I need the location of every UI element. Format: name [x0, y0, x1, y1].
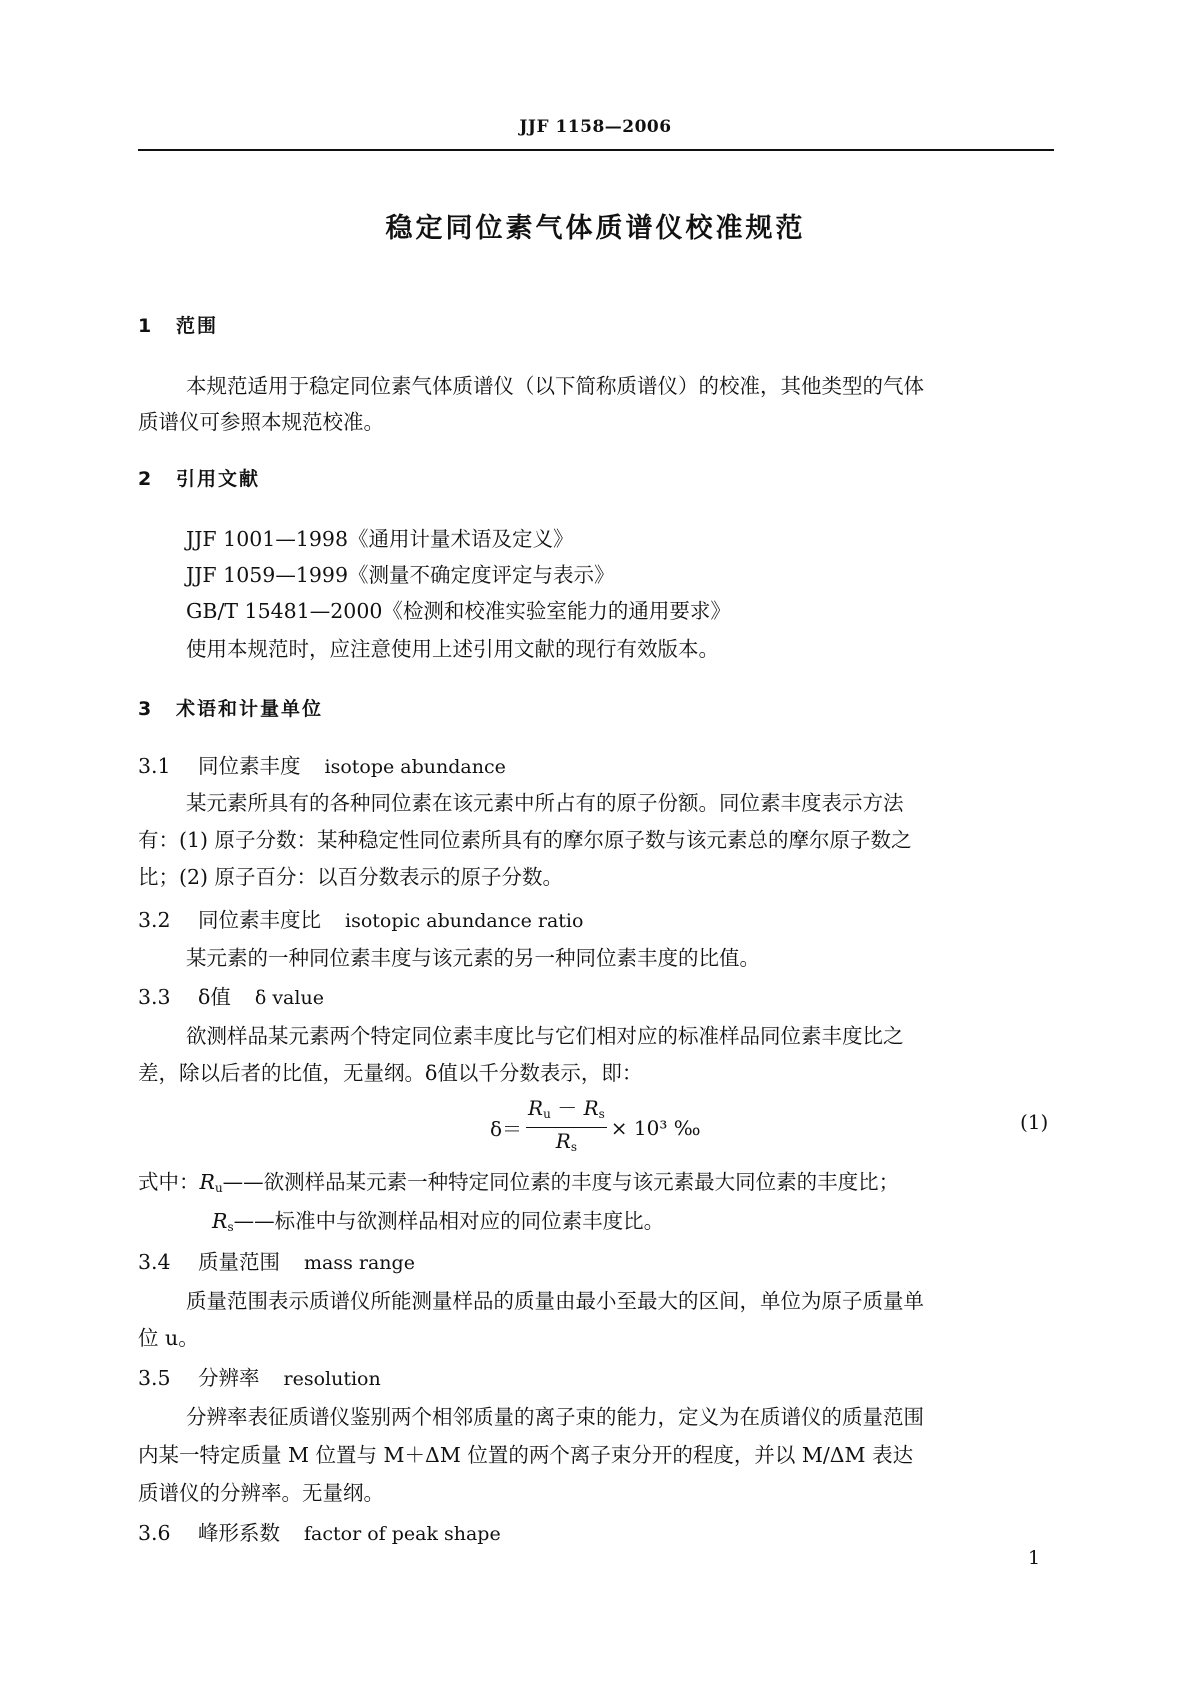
- subscript: u: [214, 1181, 223, 1195]
- var-r: R: [555, 1129, 571, 1153]
- paragraph-line: 质量范围表示质谱仪所能测量样品的质量由最小至最大的区间，单位为原子质量单: [186, 1289, 924, 1313]
- where-text: ——欲测样品某元素一种特定同位素的丰度与该元素最大同位素的丰度比；: [222, 1170, 900, 1194]
- term-en: mass range: [304, 1252, 415, 1274]
- term-zh: 分辨率: [198, 1366, 260, 1390]
- reference-item: GB/T 15481—2000《检测和校准实验室能力的通用要求》: [186, 599, 731, 623]
- term-zh: δ值: [198, 985, 231, 1009]
- term-en: δ value: [254, 987, 324, 1009]
- var-r: R: [199, 1170, 215, 1194]
- paragraph-line: 比；(2) 原子百分：以百分数表示的原子分数。: [138, 865, 564, 889]
- where-label: 式中：: [138, 1170, 200, 1194]
- paragraph-line: 质谱仪的分辨率。无量纲。: [138, 1481, 384, 1505]
- term-zh: 峰形系数: [198, 1521, 280, 1545]
- subscript: s: [598, 1107, 605, 1121]
- term-number: 3.1: [138, 754, 171, 778]
- equation-number: (1): [1020, 1110, 1049, 1134]
- term-number: 3.2: [138, 908, 171, 932]
- formula-tail: × 10³ ‰: [610, 1115, 701, 1140]
- term-en: isotopic abundance ratio: [345, 910, 584, 932]
- fraction-numerator: [526, 1095, 607, 1128]
- term-number: 3.3: [138, 985, 171, 1009]
- page-title: 稳定同位素气体质谱仪校准规范: [385, 213, 806, 244]
- where-line-ru: [138, 1165, 899, 1195]
- term-en: resolution: [283, 1368, 381, 1390]
- reference-note: 使用本规范时，应注意使用上述引用文献的现行有效版本。: [186, 637, 719, 661]
- term-zh: 质量范围: [198, 1250, 280, 1274]
- paragraph-line: 某元素的一种同位素丰度与该元素的另一种同位素丰度的比值。: [186, 946, 760, 970]
- formula-fraction: [526, 1095, 607, 1160]
- paragraph-line: 有：(1) 原子分数：某种稳定性同位素所具有的摩尔原子数与该元素总的摩尔原子数之: [138, 828, 912, 852]
- term-3-1-heading: [138, 749, 506, 779]
- paragraph-line: 分辨率表征质谱仪鉴别两个相邻质量的离子束的能力，定义为在质谱仪的质量范围: [186, 1405, 924, 1429]
- paragraph-line: 内某一特定质量 M 位置与 M＋ΔM 位置的两个离子束分开的程度，并以 M/ΔM 表达: [138, 1443, 914, 1467]
- where-text: ——标准中与欲测样品相对应的同位素丰度比。: [233, 1209, 665, 1233]
- term-3-3-heading: [138, 980, 324, 1010]
- paragraph-line: 本规范适用于稳定同位素气体质谱仪（以下简称质谱仪）的校准，其他类型的气体: [186, 374, 924, 398]
- term-zh: 同位素丰度: [198, 754, 301, 778]
- term-en: isotope abundance: [324, 756, 506, 778]
- where-line-rs: [212, 1204, 664, 1234]
- reference-item: JJF 1001—1998《通用计量术语及定义》: [186, 527, 574, 551]
- section-3-heading: [138, 694, 323, 721]
- term-zh: 同位素丰度比: [198, 908, 321, 932]
- var-r: R: [528, 1096, 544, 1120]
- term-3-5-heading: [138, 1361, 381, 1391]
- paragraph-line: 质谱仪可参照本规范校准。: [138, 410, 384, 434]
- section-number: 2: [138, 468, 152, 490]
- subscript: s: [227, 1220, 234, 1234]
- term-3-4-heading: [138, 1245, 415, 1275]
- paragraph-line: 位 u。: [138, 1326, 199, 1350]
- section-2-heading: [138, 464, 260, 491]
- subscript: u: [543, 1107, 551, 1121]
- subscript: s: [570, 1140, 578, 1154]
- section-1-heading: [138, 311, 218, 338]
- delta-formula: [490, 1095, 701, 1160]
- paragraph-line: 某元素所具有的各种同位素在该元素中所占有的原子份额。同位素丰度表示方法: [186, 791, 904, 815]
- term-number: 3.5: [138, 1366, 171, 1390]
- section-title: 术语和计量单位: [176, 698, 324, 720]
- section-number: 3: [138, 698, 152, 720]
- paragraph-line: 欲测样品某元素两个特定同位素丰度比与它们相对应的标准样品同位素丰度比之: [186, 1024, 904, 1048]
- document-code-header: JJF 1158—2006: [519, 117, 672, 137]
- paragraph-line: 差，除以后者的比值，无量纲。δ值以千分数表示，即：: [138, 1061, 643, 1085]
- term-number: 3.4: [138, 1250, 171, 1274]
- term-3-2-heading: [138, 903, 583, 933]
- term-number: 3.6: [138, 1521, 171, 1545]
- minus-sign: －: [550, 1096, 584, 1120]
- term-en: factor of peak shape: [304, 1523, 501, 1545]
- section-number: 1: [138, 315, 152, 337]
- reference-item: JJF 1059—1999《测量不确定度评定与表示》: [186, 563, 615, 587]
- term-3-6-heading: [138, 1516, 501, 1546]
- var-r: R: [583, 1096, 599, 1120]
- var-r: R: [212, 1209, 228, 1233]
- section-title: 引用文献: [176, 468, 261, 490]
- section-title: 范围: [176, 315, 219, 337]
- header-rule: [138, 149, 1054, 151]
- formula-lhs: δ＝: [490, 1117, 523, 1141]
- page-number: 1: [1028, 1547, 1041, 1569]
- fraction-denominator: [556, 1128, 577, 1160]
